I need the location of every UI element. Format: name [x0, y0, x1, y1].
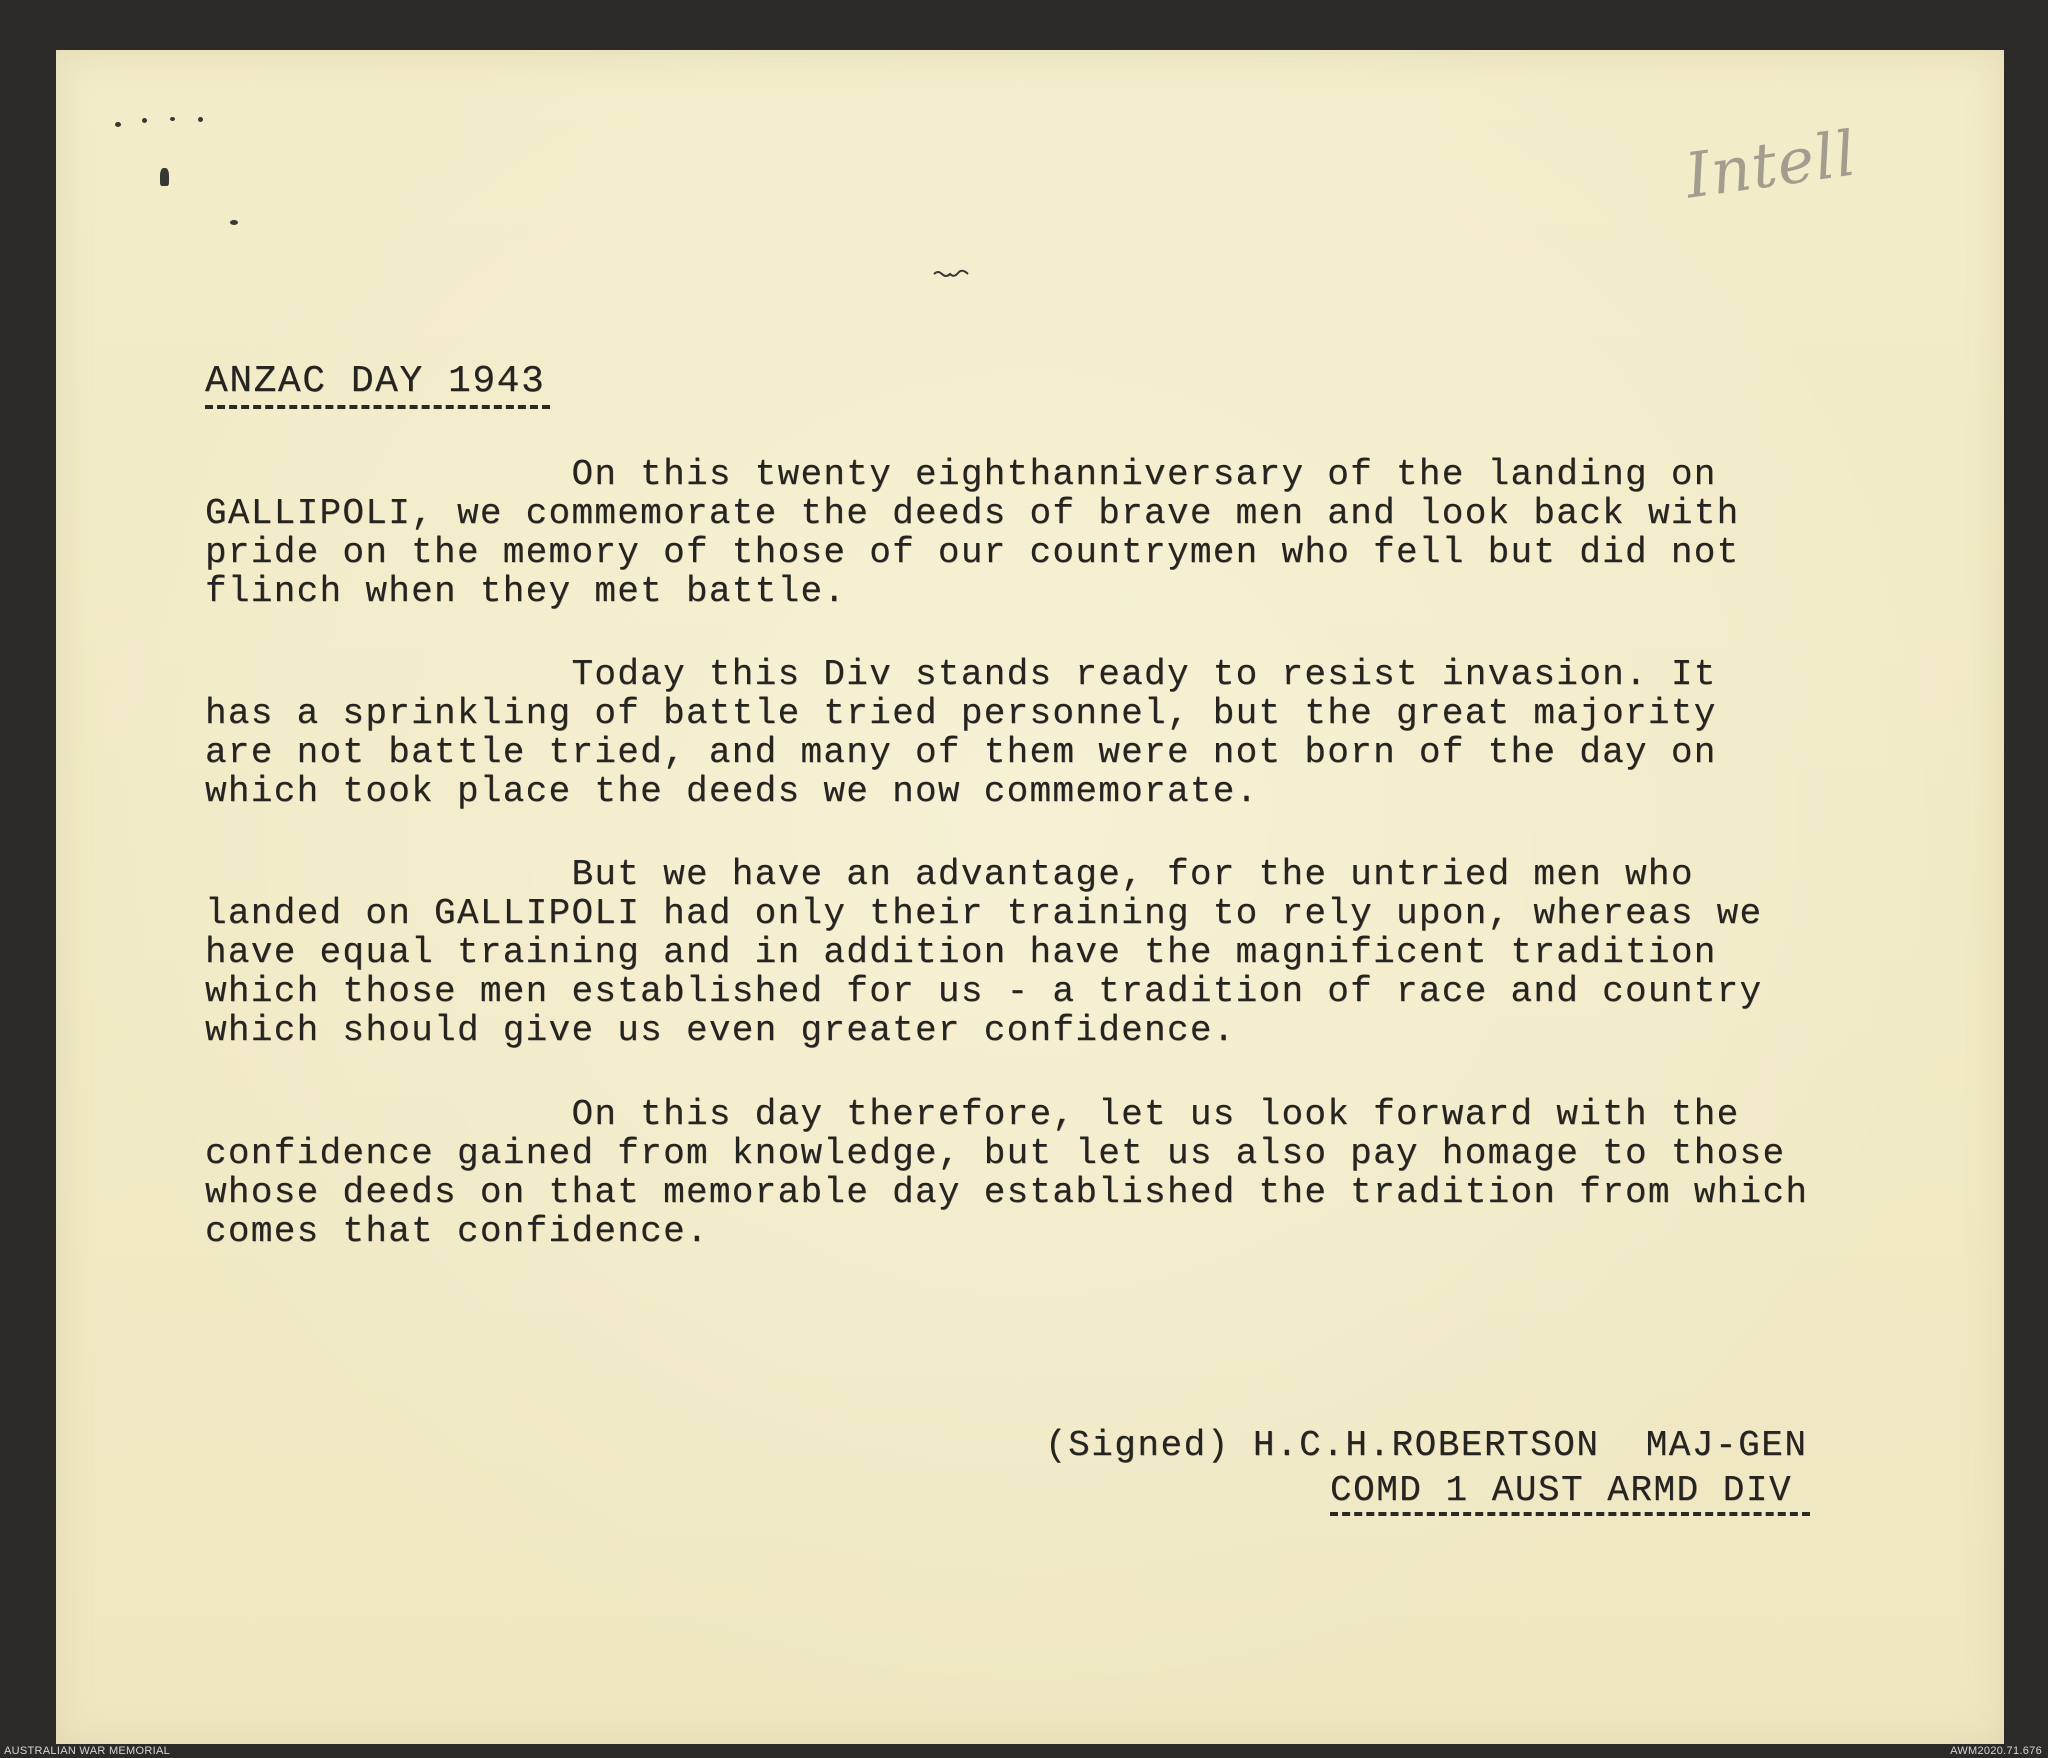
text-line: On this twenty eighthanniversary of the landing on — [205, 454, 1717, 495]
text-line: flinch when they met battle. — [205, 571, 847, 612]
paragraph-3 — [205, 855, 1762, 1050]
text-line: which took place the deeds we now commemorate. — [205, 771, 1259, 812]
signature-title: COMD 1 AUST ARMD DIV — [1330, 1470, 1793, 1511]
punch-mark — [198, 117, 203, 122]
signature-underline — [1330, 1512, 1810, 1516]
text-line: GALLIPOLI, we commemorate the deeds of brave men and look back with — [205, 493, 1740, 534]
text-line: landed on GALLIPOLI had only their training to rely upon, whereas we — [205, 893, 1763, 934]
paragraph-4 — [205, 1095, 1808, 1251]
punch-mark — [230, 220, 238, 225]
paragraph-2 — [205, 655, 1717, 811]
paragraph-1 — [205, 455, 1740, 611]
text-line: whose deeds on that memorable day established the tradition from which — [205, 1172, 1809, 1213]
text-line: pride on the memory of those of our countrymen who fell but did not — [205, 532, 1740, 573]
text-line: have equal training and in addition have the magnificent tradition — [205, 932, 1717, 973]
punch-mark — [160, 168, 169, 186]
text-line: has a sprinkling of battle tried personnel, but the great majority — [205, 693, 1717, 734]
text-line: But we have an advantage, for the untried men who — [205, 854, 1694, 895]
footer-accession-number: AWM2020.71.676 — [1950, 1745, 2042, 1757]
document-heading: ANZAC DAY 1943 — [205, 360, 546, 403]
punch-mark — [170, 117, 175, 121]
text-line: Today this Div stands ready to resist invasion. It — [205, 654, 1717, 695]
heading-underline — [205, 405, 550, 409]
text-line: comes that confidence. — [205, 1211, 709, 1252]
text-line: which should give us even greater confidence. — [205, 1010, 1236, 1051]
ink-smudge — [932, 268, 972, 280]
punch-mark — [115, 122, 121, 127]
handwritten-annotation: Intell — [1680, 116, 1861, 213]
text-line: which those men established for us - a tradition of race and country — [205, 971, 1763, 1012]
text-line: are not battle tried, and many of them were not born of the day on — [205, 732, 1717, 773]
text-line: confidence gained from knowledge, but let us also pay homage to those — [205, 1133, 1786, 1174]
punch-mark — [142, 118, 147, 123]
signature-line: (Signed) H.C.H.ROBERTSON MAJ-GEN — [1045, 1425, 1808, 1466]
footer-institution: AUSTRALIAN WAR MEMORIAL — [4, 1745, 171, 1757]
text-line: On this day therefore, let us look forward with the — [205, 1094, 1740, 1135]
